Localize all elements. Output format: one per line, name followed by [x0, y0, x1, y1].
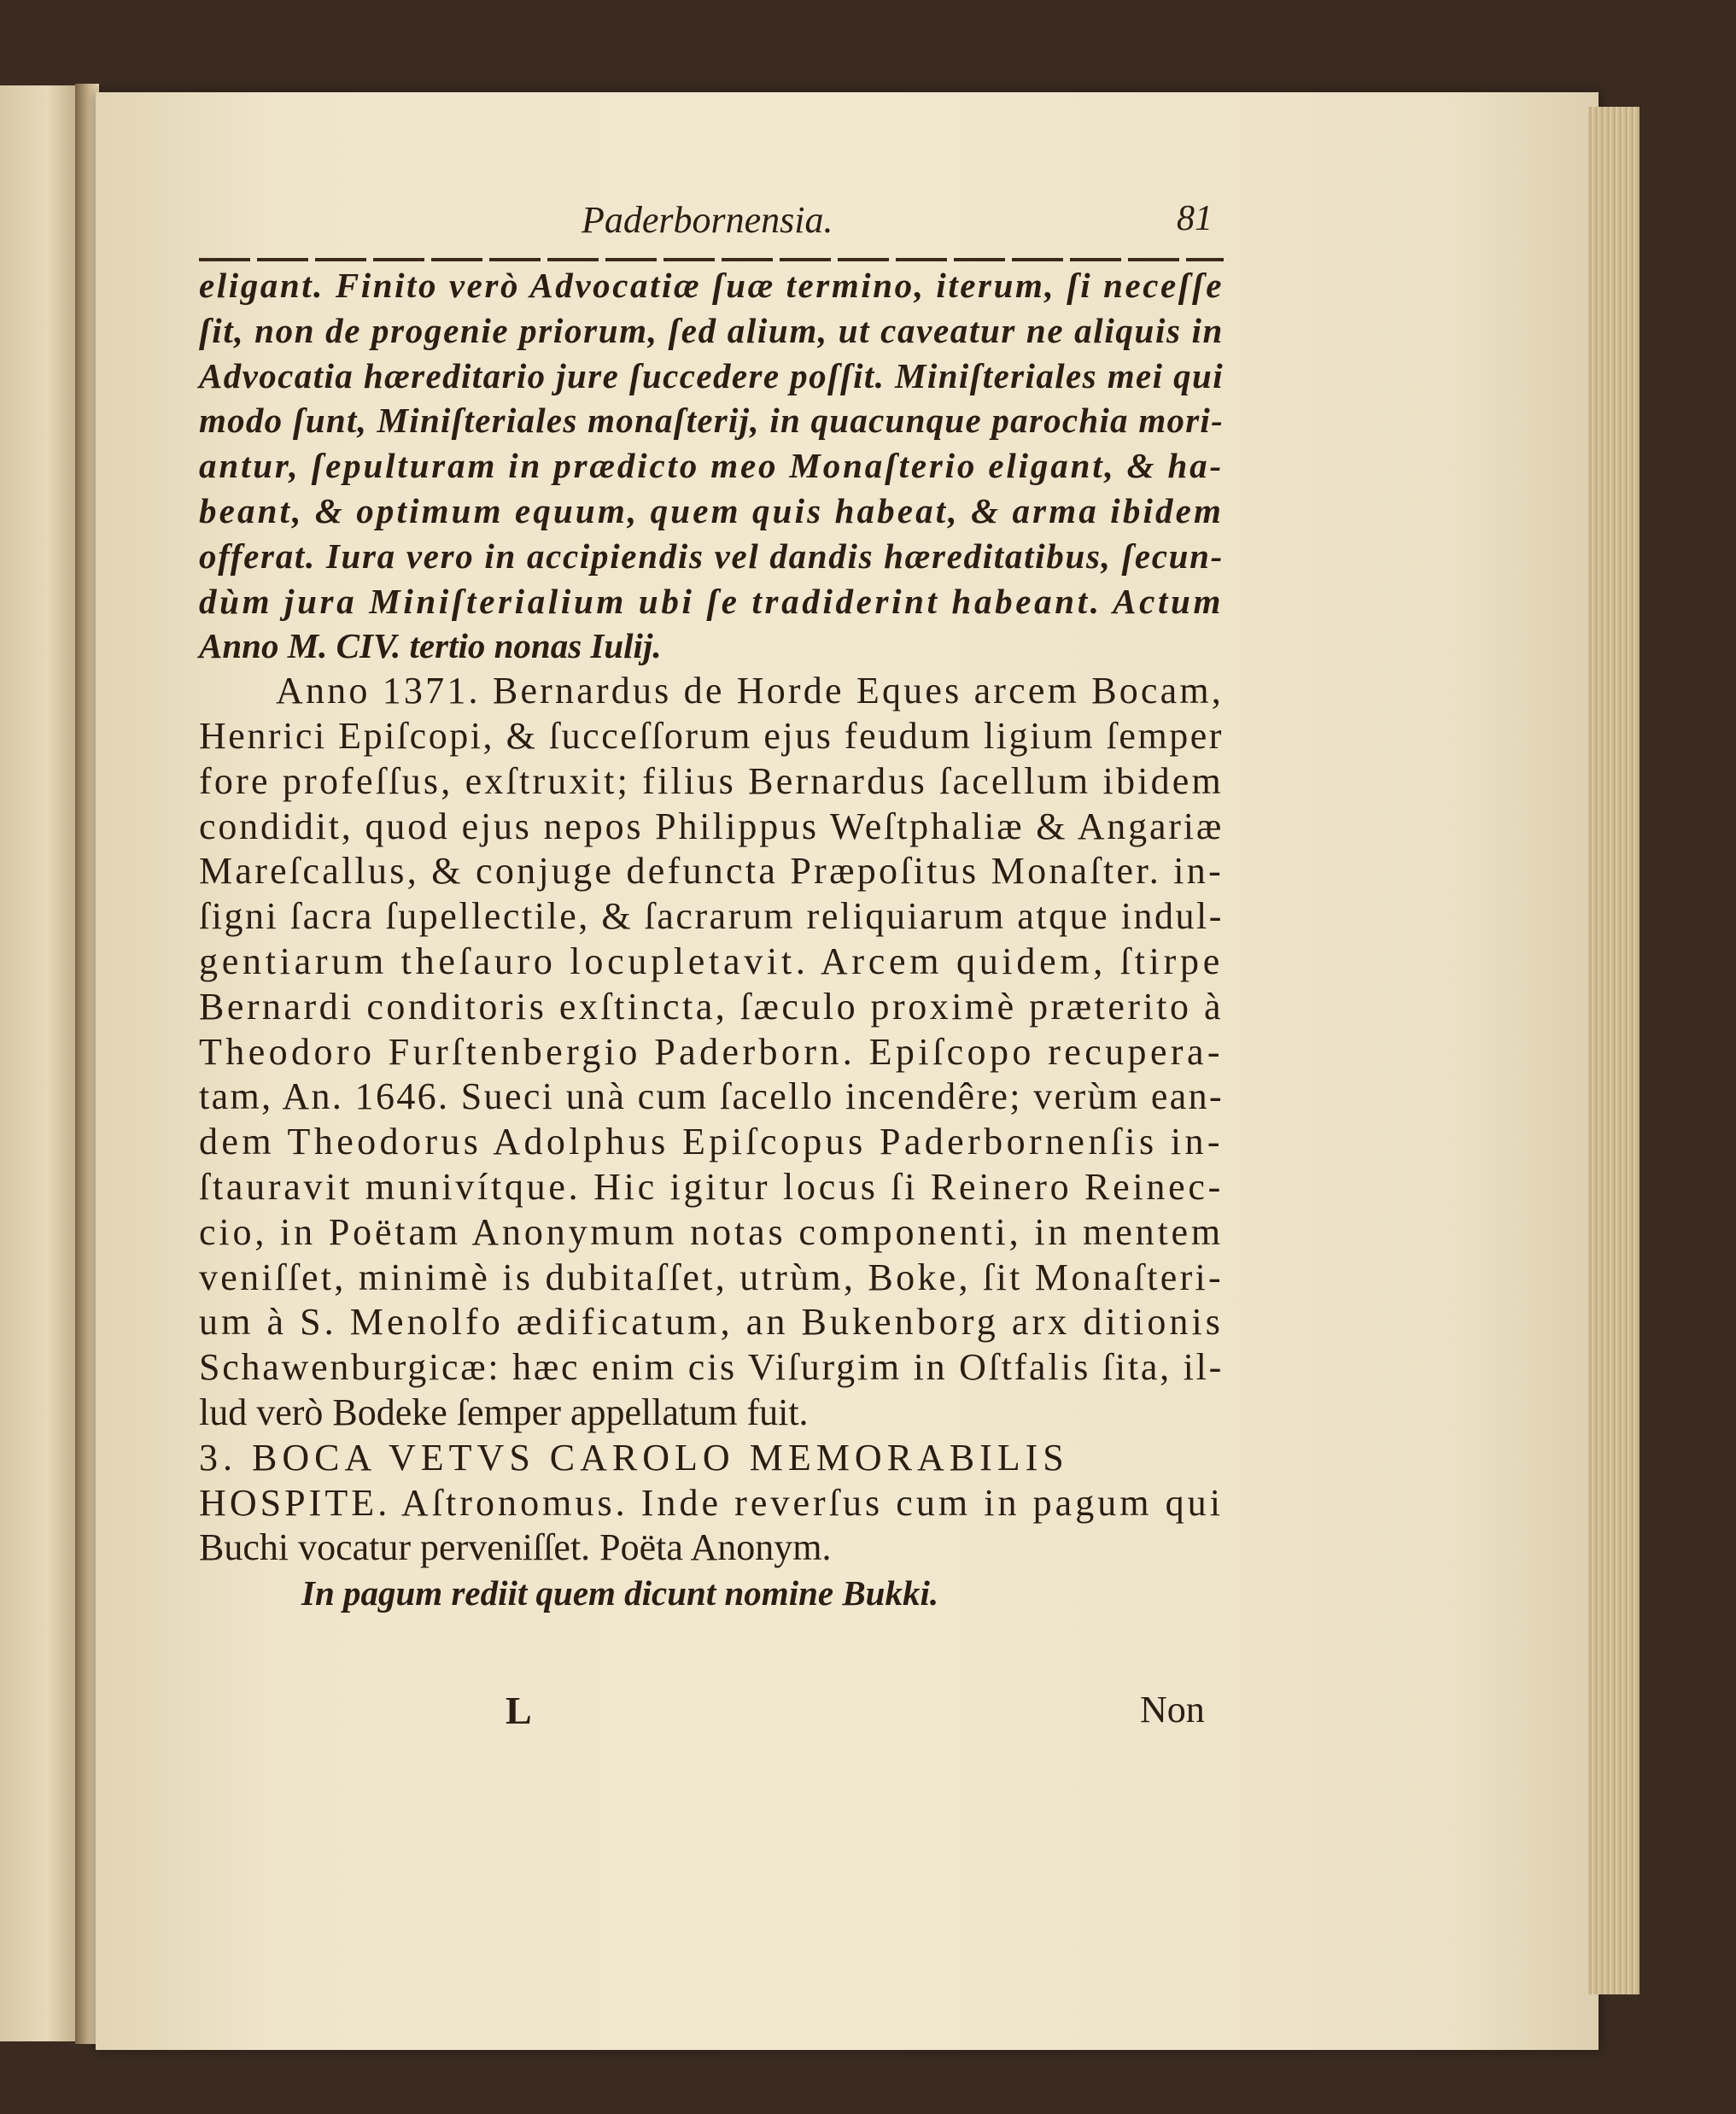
text-line: 3. BOCA VETVS CAROLO MEMORABILIS: [199, 1436, 1069, 1479]
text-block: [199, 190, 1228, 1613]
text-line: eligant. Finito verò Advocatiæ ſuæ termino, iterum, ſi neceſſe: [199, 266, 1224, 305]
text-line: beant, & optimum equum, quem quis habeat, & arma ibidem: [199, 490, 1224, 530]
signature-mark: L: [506, 1689, 532, 1732]
page-number: 81: [1177, 199, 1213, 238]
text-line: Buchi vocatur perveniſſet. Poëta Anonym.: [199, 1526, 832, 1569]
text-line: offerat. Iura vero in accipiendis vel dandis hæreditatibus, ſecun-: [199, 536, 1224, 576]
text-line: Bernardi conditoris exſtincta, ſæculo proximè præterito à: [199, 985, 1224, 1028]
text-line: cio, in Poëtam Anonymum notas componenti, in mentem: [199, 1210, 1224, 1253]
text-line: Advocatia hæreditario jure ſuccedere poſſit. Miniſteriales mei qui: [199, 355, 1224, 395]
text-line: Henrici Epiſcopi, & ſucceſſorum ejus feudum ligium ſemper: [199, 714, 1224, 757]
text-line: fore profeſſus, exſtruxit; filius Bernardus ſacellum ibidem: [199, 759, 1224, 802]
text-line: dùm jura Miniſterialium ubi ſe tradiderint habeant. Actum: [199, 581, 1224, 621]
running-head-title: Paderbornensia.: [582, 199, 833, 241]
text-line: lud verò Bodeke ſemper appellatum fuit.: [199, 1391, 809, 1433]
text-line: antur, ſepulturam in prædicto meo Monaſterio eligant, & ha-: [199, 446, 1224, 486]
text-line: HOSPITE. Aſtronomus. Inde reverſus cum in pagum qui: [199, 1481, 1224, 1524]
page-fore-edge: [1588, 107, 1640, 1994]
text-line: In pagum rediit quem dicunt nomine Bukki.: [301, 1573, 939, 1613]
text-line: Anno M. CIV. tertio nonas Iulij.: [199, 626, 662, 666]
text-line: tam, An. 1646. Sueci unà cum ſacello incendêre; verùm ean-: [199, 1075, 1224, 1118]
text-line: Theodoro Furſtenbergio Paderborn. Epiſcopo recupera-: [199, 1030, 1224, 1073]
text-line: um à S. Menolfo ædificatum, an Bukenborg arx ditionis: [199, 1301, 1224, 1344]
text-line: Schawenburgicæ: hæc enim cis Viſurgim in Oſtfalis ſita, il-: [199, 1346, 1224, 1389]
text-line: condidit, quod ejus nepos Philippus Weſtphaliæ & Angariæ: [199, 805, 1224, 847]
catchword: Non: [1140, 1689, 1205, 1730]
text-line: Anno 1371. Bernardus de Horde Eques arcem Bocam,: [276, 670, 1224, 712]
text-line: ſtauravit munivítque. Hic igitur locus ſi Reinero Reinec-: [199, 1165, 1224, 1208]
running-head: [199, 190, 1228, 241]
header-rule: [199, 258, 1224, 261]
text-line: dem Theodorus Adolphus Epiſcopus Paderbornenſis in-: [199, 1121, 1224, 1163]
facing-page-edge: [0, 85, 85, 2041]
text-line: modo ſunt, Miniſteriales monaſterij, in quacunque parochia mori-: [199, 401, 1224, 441]
text-line: ſigni ſacra ſupellectile, & ſacrarum reliquiarum atque indul-: [199, 895, 1224, 938]
text-line: Mareſcallus, & conjuge defuncta Præpoſitus Monaſter. in-: [199, 850, 1224, 893]
body-text: [199, 263, 1232, 1616]
text-line: ſit, non de progenie priorum, ſed alium, ut caveatur ne aliquis in: [199, 310, 1224, 350]
text-line: veniſſet, minimè is dubitaſſet, utrùm, Boke, ſit Monaſteri-: [199, 1256, 1224, 1298]
text-line: gentiarum theſauro locupletavit. Arcem quidem, ſtirpe: [199, 940, 1224, 982]
